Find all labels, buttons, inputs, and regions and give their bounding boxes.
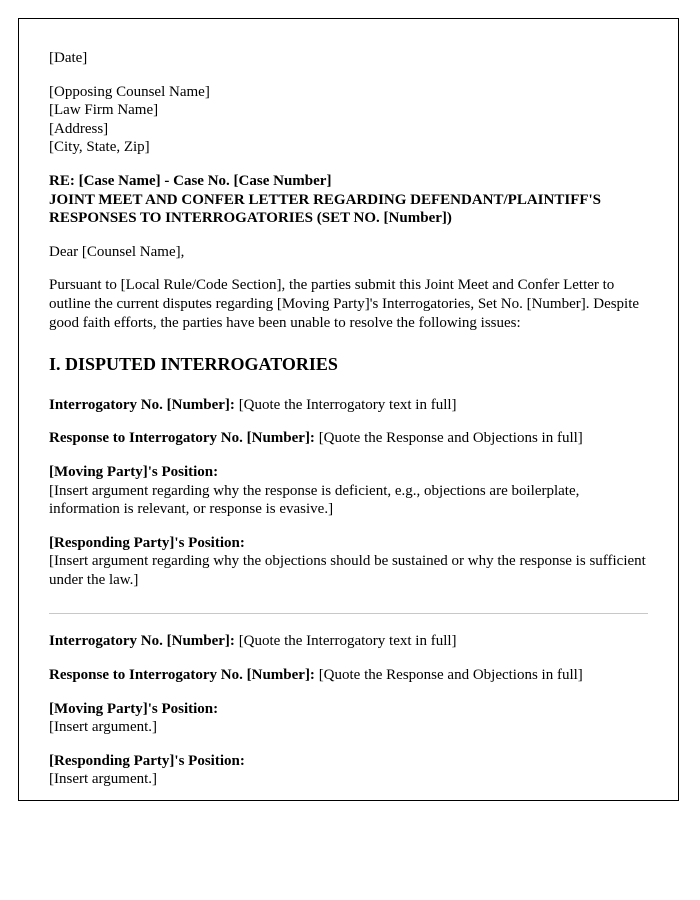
letter-page <box>18 18 679 801</box>
moving-position <box>49 463 648 519</box>
interrogatory-line <box>49 632 648 651</box>
moving-position-text: [Insert argument regarding why the response is deficient, e.g., objections are boilerplate, information is relevant, or response is evasive.] <box>49 482 580 518</box>
response-label: Response to Interrogatory No. [Number]: <box>49 667 315 684</box>
interrogatory-label: Interrogatory No. [Number]: <box>49 633 235 650</box>
responding-position <box>49 752 648 789</box>
responding-position <box>49 534 648 590</box>
moving-position-label: [Moving Party]'s Position: <box>49 463 219 480</box>
recipient-firm: [Law Firm Name] <box>49 102 159 119</box>
re-title: JOINT MEET AND CONFER LETTER REGARDING DEFENDANT/PLAINTIFF'S RESPONSES TO INTERROGATORIES (SET NO. [Number]) <box>49 191 602 227</box>
intro-paragraph: Pursuant to [Local Rule/Code Section], the parties submit this Joint Meet and Confer Letter to outline the current disputes regarding [Moving Party]'s Interrogatories, Set No. [Number]. Despite good faith efforts, the parties have been unable to resolve the following issues: <box>49 277 640 331</box>
interrogatory-label: Interrogatory No. [Number]: <box>49 396 235 413</box>
recipient-block <box>49 83 648 157</box>
responding-position-text: [Insert argument regarding why the objections should be sustained or why the response is sufficient under the law.] <box>49 553 646 588</box>
interrogatory-text: [Quote the Interrogatory text in full] <box>234 633 457 650</box>
re-case-line: RE: [Case Name] - Case No. [Case Number] <box>49 172 332 189</box>
responding-position-text: [Insert argument.] <box>49 771 158 788</box>
recipient-address: [Address] <box>49 120 109 137</box>
dispute-block-1 <box>49 396 648 590</box>
re-block <box>49 172 648 228</box>
response-label: Response to Interrogatory No. [Number]: <box>49 430 315 447</box>
date-line: [Date] <box>49 50 88 66</box>
responding-position-label: [Responding Party]'s Position: <box>49 752 245 769</box>
response-text: [Quote the Response and Objections in full] <box>314 667 583 684</box>
section-heading-disputed-interrogatories: I. DISPUTED INTERROGATORIES <box>49 354 338 375</box>
moving-position <box>49 700 648 737</box>
response-line <box>49 666 648 685</box>
recipient-name: [Opposing Counsel Name] <box>49 83 210 100</box>
response-text: [Quote the Response and Objections in full] <box>314 430 583 447</box>
interrogatory-line <box>49 396 648 415</box>
response-line <box>49 429 648 448</box>
interrogatory-text: [Quote the Interrogatory text in full] <box>234 396 457 413</box>
dispute-block-2 <box>49 632 648 789</box>
responding-position-label: [Responding Party]'s Position: <box>49 534 245 551</box>
recipient-city-state-zip: [City, State, Zip] <box>49 139 150 156</box>
moving-position-text: [Insert argument.] <box>49 719 158 736</box>
moving-position-label: [Moving Party]'s Position: <box>49 700 219 717</box>
salutation: Dear [Counsel Name], <box>49 243 185 260</box>
dispute-divider <box>49 613 648 614</box>
